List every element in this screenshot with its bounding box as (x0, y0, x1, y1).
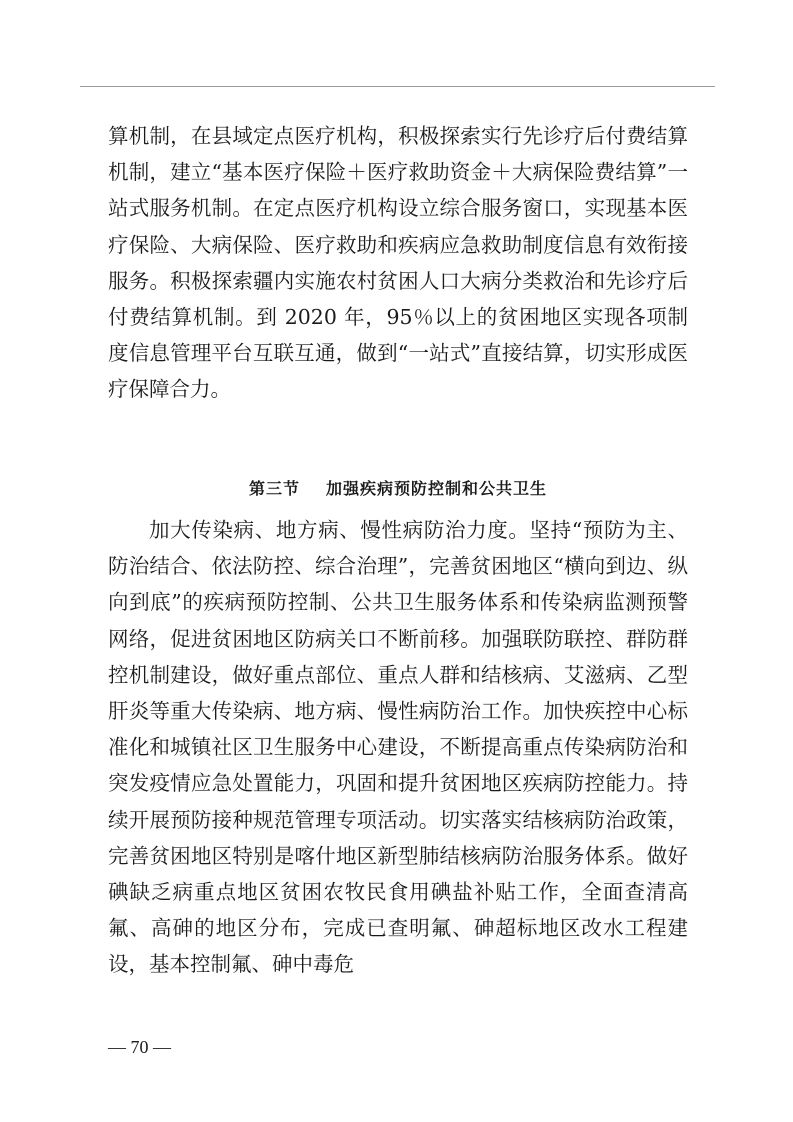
section-number: 第三节 (248, 479, 300, 498)
header-rule (80, 86, 715, 87)
section-title: 加强疾病预防控制和公共卫生 (326, 479, 548, 498)
continued-paragraph: 算机制，在县域定点医疗机构，积极探索实行先诊疗后付费结算机制，建立“基本医疗保险＋医疗救助资金＋大病保险费结算”一站式服务机制。在定点医疗机构设立综合服务窗口，实现基本医疗保险、大病保险、医疗救助和疾病应急救助制度信息有效衔接服务。积极探索疆内实施农村贫困人口大病分类救治和先诊疗后付费结算机制。到 2020 年，95％以上的贫困地区实现各项制度信息管理平台互联互通，做到“一站式”直接结算，切实形成医疗保障合力。 (108, 124, 688, 402)
section-heading (108, 478, 688, 500)
section-paragraph: 加大传染病、地方病、慢性病防治力度。坚持“预防为主、防治结合、依法防控、综合治理”，完善贫困地区“横向到边、纵向到底”的疾病预防控制、公共卫生服务体系和传染病监测预警网络，促进贫困地区防病关口不断前移。加强联防联控、群防群控机制建设，做好重点部位、重点人群和结核病、艾滋病、乙型肝炎等重大传染病、地方病、慢性病防治工作。加快疾控中心标准化和城镇社区卫生服务中心建设，不断提高重点传染病防治和突发疫情应急处置能力，巩固和提升贫困地区疾病防控能力。持续开展预防接种规范管理专项活动。切实落实结核病防治政策，完善贫困地区特别是喀什地区新型肺结核病防治服务体系。做好碘缺乏病重点地区贫困农牧民食用碘盐补贴工作，全面查清高氟、高砷的地区分布，完成已查明氟、砷超标地区改水工程建设，基本控制氟、砷中毒危 (108, 518, 688, 977)
page-number: — 70 — (108, 1037, 171, 1057)
